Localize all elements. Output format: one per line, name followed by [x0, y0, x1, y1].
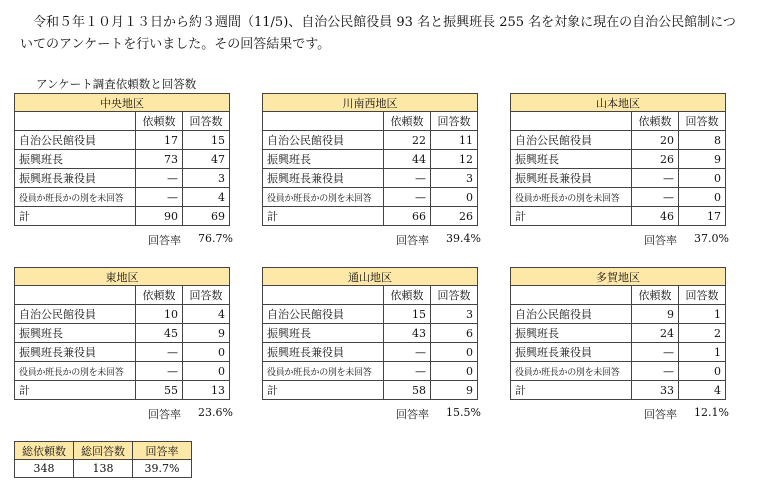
region-name: 多賀地区: [511, 268, 726, 286]
summary-response-rate: 39.7%: [133, 460, 192, 478]
requests-cell: 58: [384, 381, 431, 400]
region-card: [14, 93, 230, 226]
response-rate-value: 37.0%: [694, 232, 729, 245]
row-label: 自治公民館役員: [263, 131, 384, 150]
row-label: 役員か班長かの別を未回答: [263, 362, 384, 381]
table-row: [263, 207, 478, 226]
requests-cell: 17: [136, 131, 183, 150]
response-rate-label: 回答率: [148, 234, 181, 247]
requests-cell: —: [384, 362, 431, 381]
summary-header-response-rate: 回答率: [133, 442, 192, 460]
region-table: [510, 93, 726, 226]
response-rate: [148, 232, 233, 248]
region-name: 中央地区: [15, 94, 230, 112]
intro-paragraph: 令和５年１０月１３日から約３週間（11/5)、自治公民館役員 93 名と振興班長 255 名を対象に現在の自治公民館制についてのアンケートを行いました。その回答結果です。: [20, 15, 736, 52]
response-rate: [148, 406, 233, 422]
region-table: [14, 93, 230, 226]
header-blank-cell: [511, 286, 632, 305]
row-label: 振興班長兼役員: [263, 343, 384, 362]
column-header-requests: 依頼数: [136, 286, 183, 305]
requests-cell: —: [632, 343, 679, 362]
responses-cell: 3: [431, 169, 478, 188]
responses-cell: 4: [183, 305, 230, 324]
table-row: [511, 305, 726, 324]
region-name: 東地区: [15, 268, 230, 286]
table-row: [263, 150, 478, 169]
row-label: 計: [511, 381, 632, 400]
summary-table-container: [14, 441, 192, 478]
column-header-requests: 依頼数: [384, 112, 431, 131]
row-label: 振興班長: [511, 324, 632, 343]
requests-cell: —: [136, 188, 183, 207]
row-label: 振興班長兼役員: [511, 343, 632, 362]
responses-cell: 0: [183, 343, 230, 362]
row-label: 計: [511, 207, 632, 226]
requests-cell: —: [632, 169, 679, 188]
row-label: 振興班長: [263, 150, 384, 169]
summary-header-total-responses: 総回答数: [74, 442, 133, 460]
requests-cell: —: [384, 169, 431, 188]
responses-cell: 9: [431, 381, 478, 400]
summary-table: [14, 441, 192, 478]
table-row: [511, 343, 726, 362]
column-header-responses: 回答数: [431, 112, 478, 131]
row-label: 役員か班長かの別を未回答: [15, 362, 136, 381]
response-rate-value: 23.6%: [198, 406, 233, 419]
region-card: [262, 267, 478, 400]
response-rate-label: 回答率: [148, 408, 181, 421]
row-label: 自治公民館役員: [15, 131, 136, 150]
table-row: [511, 207, 726, 226]
response-rate: [396, 232, 481, 248]
responses-cell: 1: [679, 343, 726, 362]
responses-cell: 4: [679, 381, 726, 400]
table-row: [511, 188, 726, 207]
region-table: [510, 267, 726, 400]
responses-cell: 69: [183, 207, 230, 226]
requests-cell: 22: [384, 131, 431, 150]
row-label: 計: [263, 207, 384, 226]
column-header-requests: 依頼数: [136, 112, 183, 131]
response-rate-label: 回答率: [644, 234, 677, 247]
region-card: [14, 267, 230, 400]
row-label: 役員か班長かの別を未回答: [511, 362, 632, 381]
response-rate-value: 39.4%: [446, 232, 481, 245]
requests-cell: —: [384, 188, 431, 207]
column-header-requests: 依頼数: [632, 286, 679, 305]
row-label: 役員か班長かの別を未回答: [511, 188, 632, 207]
requests-cell: 26: [632, 150, 679, 169]
responses-cell: 6: [431, 324, 478, 343]
responses-cell: 11: [431, 131, 478, 150]
responses-cell: 0: [679, 188, 726, 207]
response-rate-label: 回答率: [396, 408, 429, 421]
column-header-responses: 回答数: [679, 286, 726, 305]
table-row: [511, 131, 726, 150]
section-label: アンケート調査依頼数と回答数: [36, 77, 197, 91]
responses-cell: 0: [431, 362, 478, 381]
requests-cell: 33: [632, 381, 679, 400]
responses-cell: 0: [679, 362, 726, 381]
requests-cell: 46: [632, 207, 679, 226]
region-name: 通山地区: [263, 268, 478, 286]
requests-cell: 20: [632, 131, 679, 150]
responses-cell: 0: [679, 169, 726, 188]
table-row: [15, 381, 230, 400]
requests-cell: —: [632, 362, 679, 381]
table-row: [263, 381, 478, 400]
row-label: 振興班長兼役員: [15, 169, 136, 188]
response-rate-value: 15.5%: [446, 406, 481, 419]
requests-cell: 24: [632, 324, 679, 343]
responses-cell: 12: [431, 150, 478, 169]
requests-cell: 10: [136, 305, 183, 324]
responses-cell: 9: [679, 150, 726, 169]
requests-cell: 55: [136, 381, 183, 400]
responses-cell: 13: [183, 381, 230, 400]
region-table: [14, 267, 230, 400]
requests-cell: —: [136, 343, 183, 362]
table-row: [15, 305, 230, 324]
header-blank-cell: [263, 112, 384, 131]
row-label: 振興班長: [15, 150, 136, 169]
requests-cell: 9: [632, 305, 679, 324]
row-label: 振興班長: [263, 324, 384, 343]
requests-cell: —: [384, 343, 431, 362]
column-header-responses: 回答数: [679, 112, 726, 131]
requests-cell: —: [136, 362, 183, 381]
header-blank-cell: [15, 286, 136, 305]
region-name: 山本地区: [511, 94, 726, 112]
table-row: [15, 169, 230, 188]
row-label: 振興班長兼役員: [511, 169, 632, 188]
responses-cell: 26: [431, 207, 478, 226]
table-row: [15, 207, 230, 226]
responses-cell: 0: [431, 188, 478, 207]
table-row: [511, 324, 726, 343]
responses-cell: 2: [679, 324, 726, 343]
requests-cell: —: [632, 188, 679, 207]
region-table: [262, 93, 478, 226]
region-name: 川南西地区: [263, 94, 478, 112]
table-row: [263, 188, 478, 207]
responses-cell: 0: [183, 362, 230, 381]
table-row: [15, 188, 230, 207]
table-row: [15, 362, 230, 381]
responses-cell: 15: [183, 131, 230, 150]
table-row: [511, 169, 726, 188]
response-rate-label: 回答率: [644, 408, 677, 421]
row-label: 振興班長: [15, 324, 136, 343]
requests-cell: 73: [136, 150, 183, 169]
region-card: [262, 93, 478, 226]
row-label: 自治公民館役員: [511, 131, 632, 150]
column-header-responses: 回答数: [183, 286, 230, 305]
response-rate-value: 76.7%: [198, 232, 233, 245]
summary-total-requests: 348: [15, 460, 74, 478]
row-label: 計: [15, 381, 136, 400]
column-header-requests: 依頼数: [384, 286, 431, 305]
header-blank-cell: [15, 112, 136, 131]
column-header-responses: 回答数: [183, 112, 230, 131]
table-row: [15, 324, 230, 343]
responses-cell: 1: [679, 305, 726, 324]
responses-cell: 8: [679, 131, 726, 150]
table-row: [263, 343, 478, 362]
responses-cell: 3: [431, 305, 478, 324]
response-rate-label: 回答率: [396, 234, 429, 247]
responses-cell: 0: [431, 343, 478, 362]
response-rate: [644, 406, 729, 422]
responses-cell: 17: [679, 207, 726, 226]
table-row: [263, 362, 478, 381]
table-row: [511, 150, 726, 169]
table-row: [263, 324, 478, 343]
response-rate-value: 12.1%: [694, 406, 729, 419]
row-label: 役員か班長かの別を未回答: [15, 188, 136, 207]
column-header-requests: 依頼数: [632, 112, 679, 131]
requests-cell: 43: [384, 324, 431, 343]
region-card: [510, 93, 726, 226]
row-label: 役員か班長かの別を未回答: [263, 188, 384, 207]
table-row: [511, 381, 726, 400]
requests-cell: 66: [384, 207, 431, 226]
response-rate: [396, 406, 481, 422]
row-label: 自治公民館役員: [15, 305, 136, 324]
row-label: 計: [15, 207, 136, 226]
summary-header-total-requests: 総依頼数: [15, 442, 74, 460]
row-label: 振興班長兼役員: [15, 343, 136, 362]
responses-cell: 4: [183, 188, 230, 207]
table-row: [15, 131, 230, 150]
row-label: 振興班長兼役員: [263, 169, 384, 188]
table-row: [15, 343, 230, 362]
responses-cell: 9: [183, 324, 230, 343]
row-label: 計: [263, 381, 384, 400]
requests-cell: 45: [136, 324, 183, 343]
requests-cell: —: [136, 169, 183, 188]
responses-cell: 47: [183, 150, 230, 169]
header-blank-cell: [511, 112, 632, 131]
table-row: [511, 362, 726, 381]
responses-cell: 3: [183, 169, 230, 188]
region-table: [262, 267, 478, 400]
header-blank-cell: [263, 286, 384, 305]
requests-cell: 15: [384, 305, 431, 324]
table-row: [15, 150, 230, 169]
table-row: [263, 169, 478, 188]
requests-cell: 90: [136, 207, 183, 226]
table-row: [263, 305, 478, 324]
table-row: [263, 131, 478, 150]
region-card: [510, 267, 726, 400]
row-label: 自治公民館役員: [511, 305, 632, 324]
response-rate: [644, 232, 729, 248]
column-header-responses: 回答数: [431, 286, 478, 305]
row-label: 自治公民館役員: [263, 305, 384, 324]
requests-cell: 44: [384, 150, 431, 169]
summary-total-responses: 138: [74, 460, 133, 478]
row-label: 振興班長: [511, 150, 632, 169]
